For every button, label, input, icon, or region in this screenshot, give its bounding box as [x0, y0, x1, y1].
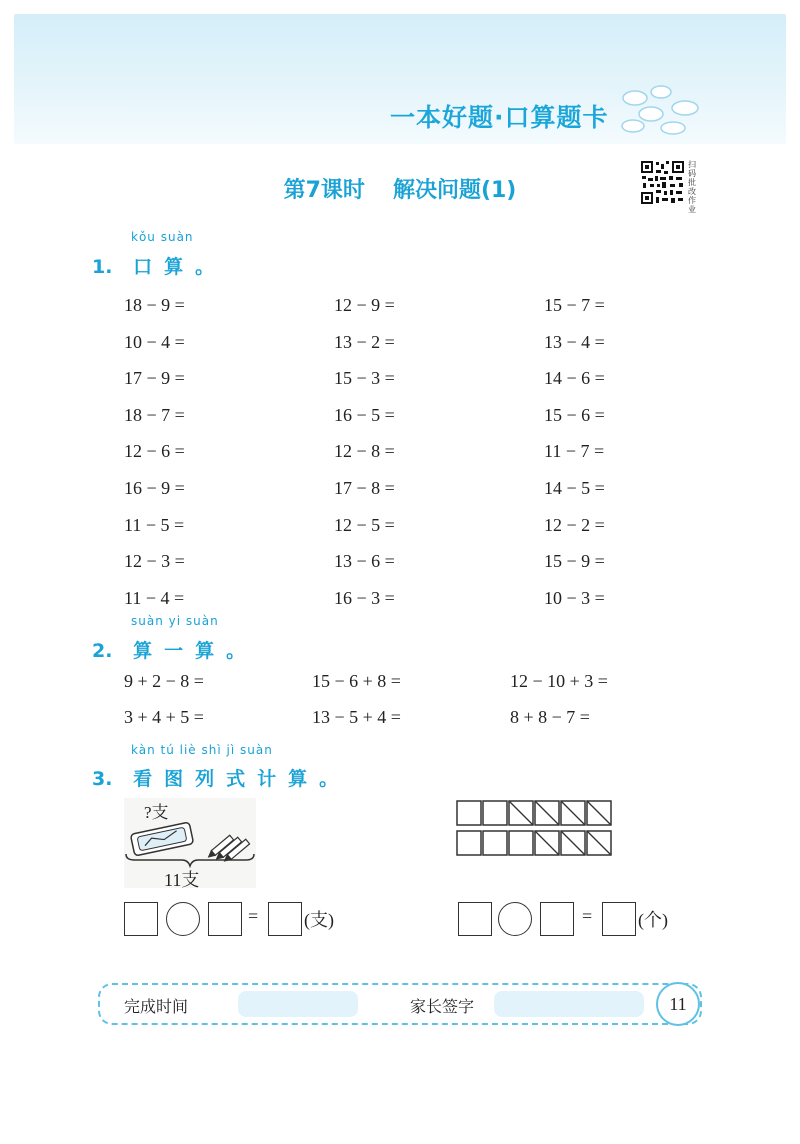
qr-code-icon[interactable]: [640, 160, 685, 205]
equation: 14 − 5 =: [544, 477, 605, 498]
square: [483, 801, 507, 825]
equation: 18 − 9 =: [124, 295, 185, 315]
equation: 16 − 9 =: [124, 477, 185, 498]
answer-box[interactable]: [458, 902, 492, 936]
page-number: 11: [656, 982, 700, 1026]
section2-number: 2.: [92, 640, 113, 662]
completion-time-label: 完成时间: [124, 997, 189, 1016]
answer-box[interactable]: [602, 902, 636, 936]
section1-heading: [92, 252, 226, 279]
section1-column-2: [334, 287, 395, 616]
equation: 8 + 8 − 7 =: [510, 707, 590, 727]
section2-pinyin: suàn yi suàn: [131, 614, 219, 628]
equals-sign: =: [248, 906, 259, 926]
equation: 13 − 2 =: [334, 331, 395, 352]
equation: 15 − 9 =: [544, 551, 605, 572]
total-label: 11支: [164, 870, 200, 890]
section3-pinyin: kàn tú liè shì jì suàn: [131, 743, 273, 757]
answer-box[interactable]: [268, 902, 302, 936]
section3-heading: [92, 764, 350, 791]
equation: 15 − 3 =: [334, 368, 395, 389]
section1-number: 1.: [92, 256, 113, 278]
answer-box[interactable]: [124, 902, 158, 936]
equation: 12 − 10 + 3 =: [510, 671, 608, 691]
equation: 17 − 9 =: [124, 368, 185, 389]
square: [509, 831, 533, 855]
equation: 13 − 5 + 4 =: [312, 707, 401, 727]
section1-column-3: [544, 287, 605, 616]
equation: 18 − 7 =: [124, 404, 185, 425]
pencil-illustration: [124, 798, 256, 888]
equals-sign: =: [582, 906, 593, 926]
lesson-number: 第7课时: [283, 178, 365, 203]
operator-circle[interactable]: [166, 902, 200, 936]
equation: 17 − 8 =: [334, 477, 395, 498]
equation: 13 − 6 =: [334, 551, 395, 572]
equation: 12 − 3 =: [124, 551, 185, 572]
equation: 15 − 7 =: [544, 295, 605, 315]
square: [483, 831, 507, 855]
operator-circle[interactable]: [498, 902, 532, 936]
equation: 12 − 6 =: [124, 441, 185, 462]
section2-title: 算一算。: [133, 640, 258, 662]
section1-column-1: [124, 287, 185, 616]
equation: 14 − 6 =: [544, 368, 605, 389]
section1-pinyin: kǒu suàn: [131, 230, 194, 244]
parent-signature-field[interactable]: [494, 991, 644, 1017]
equation: 16 − 5 =: [334, 404, 395, 425]
equation: 11 − 7 =: [544, 441, 605, 462]
lesson-topic: 解决问题(1): [392, 178, 517, 203]
equation: 10 − 3 =: [544, 587, 605, 608]
unit-label: (支): [304, 910, 334, 930]
square: [457, 801, 481, 825]
brand-title: 一本好题·口算题卡: [390, 103, 609, 132]
equation: 12 − 8 =: [334, 441, 395, 462]
equation: 10 − 4 =: [124, 331, 185, 352]
equation: 12 − 5 =: [334, 514, 395, 535]
unit-label: (个): [638, 910, 668, 930]
answer-box[interactable]: [208, 902, 242, 936]
equation: 11 − 5 =: [124, 514, 185, 535]
answer-box[interactable]: [540, 902, 574, 936]
equation: 16 − 3 =: [334, 587, 395, 608]
equation: 12 − 2 =: [544, 514, 605, 535]
question-label: ?支: [144, 803, 169, 822]
parent-signature-label: 家长签字: [410, 997, 475, 1016]
equation: 15 − 6 =: [544, 404, 605, 425]
squares-grid: [456, 800, 618, 858]
completion-time-field[interactable]: [238, 991, 358, 1017]
equation: 9 + 2 − 8 =: [124, 671, 204, 691]
equation: 3 + 4 + 5 =: [124, 707, 204, 727]
section1-title: 口算。: [133, 256, 227, 278]
section2-heading: [92, 636, 257, 663]
equation: 15 − 6 + 8 =: [312, 671, 401, 691]
equation: 11 − 4 =: [124, 587, 185, 608]
equation: 13 − 4 =: [544, 331, 605, 352]
cloud-icon: [615, 80, 705, 140]
square: [457, 831, 481, 855]
qr-caption: 扫码批改作业: [688, 160, 696, 214]
equation: 12 − 9 =: [334, 295, 395, 315]
section3-number: 3.: [92, 768, 113, 790]
section3-title: 看图列式计算。: [133, 768, 351, 790]
